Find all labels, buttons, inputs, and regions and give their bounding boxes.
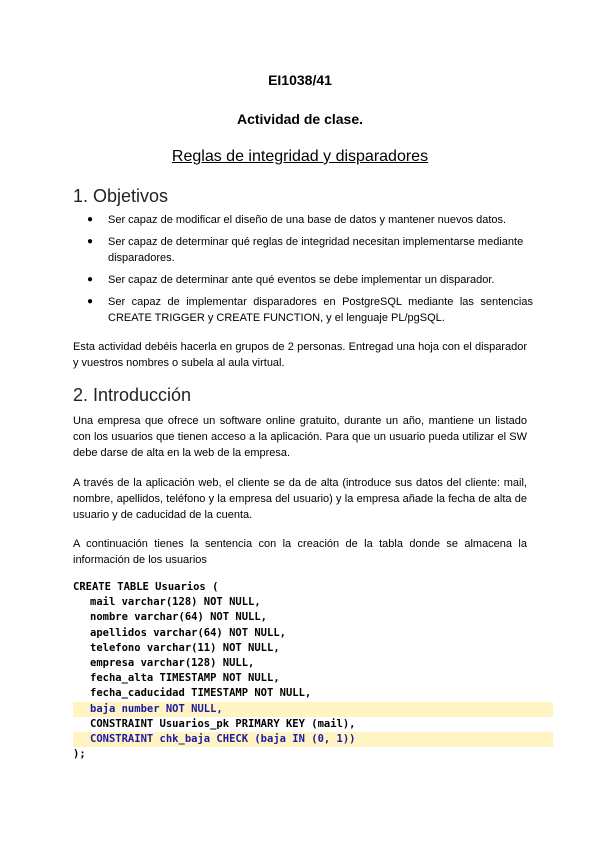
highlighted-code: baja number NOT NULL, (73, 703, 223, 715)
bullet-icon: ● (87, 236, 94, 247)
list-item (73, 294, 533, 326)
code-line: nombre varchar(64) NOT NULL, (90, 611, 268, 624)
list-item (73, 272, 533, 288)
list-item-text: Ser capaz de determinar ante qué eventos se debe implementar un disparador. (108, 274, 495, 286)
intro-paragraph-3: A continuación tienes la sentencia con la creación de la tabla donde se almacena la información de los usuarios (73, 538, 527, 566)
code-line-highlighted (73, 702, 553, 717)
document-title: Reglas de integridad y disparadores (171, 148, 429, 165)
bullet-icon: ● (87, 214, 94, 225)
group-note: Esta actividad debéis hacerla en grupos de 2 personas. Entregad una hoja con el disparador y vuestros nombres o subela al aula virtual. (73, 341, 527, 369)
intro-paragraph-1: Una empresa que ofrece un software online gratuito, durante un año, mantiene un listado con los usuarios que tienen acceso a la aplicación. Para que un usuario pueda utilizar el SW debe darse de alta en la web de la empresa. (73, 415, 527, 459)
code-line: fecha_alta TIMESTAMP NOT NULL, (90, 672, 280, 685)
code-line-highlighted (73, 732, 553, 747)
list-item (73, 234, 533, 266)
code-line: apellidos varchar(64) NOT NULL, (90, 626, 286, 639)
course-code: EI1038/41 (268, 72, 332, 88)
list-item (73, 212, 533, 228)
objectives-list (73, 212, 533, 332)
code-line: CONSTRAINT Usuarios_pk PRIMARY KEY (mail), (90, 717, 356, 730)
code-line: telefono varchar(11) NOT NULL, (90, 641, 280, 654)
bullet-icon: ● (87, 296, 94, 307)
sql-code-block (73, 580, 553, 762)
code-line: CREATE TABLE Usuarios ( (73, 581, 219, 593)
list-item-text: Ser capaz de modificar el diseño de una base de datos y mantener nuevos datos. (108, 214, 507, 226)
code-line: ); (73, 748, 86, 761)
section-heading-introduccion: 2. Introducción (73, 385, 192, 405)
list-item-text: Ser capaz de implementar disparadores en PostgreSQL mediante las sentencias CREATE TRIGGER y CREATE FUNCTION, y el lenguaje PL/pgSQL. (108, 296, 533, 324)
activity-title: Actividad de clase. (236, 111, 364, 127)
code-line: fecha_caducidad TIMESTAMP NOT NULL, (90, 687, 312, 700)
bullet-icon: ● (87, 274, 94, 285)
section-heading-objetivos: 1. Objetivos (73, 186, 169, 206)
code-line: empresa varchar(128) NULL, (90, 656, 255, 669)
highlighted-code: CONSTRAINT chk_baja CHECK (baja IN (0, 1)) (73, 733, 356, 745)
list-item-text: Ser capaz de determinar qué reglas de integridad necesitan implementarse mediante disparadores. (108, 236, 524, 264)
code-line: mail varchar(128) NOT NULL, (90, 596, 261, 609)
intro-paragraph-2: A través de la aplicación web, el cliente se da de alta (introduce sus datos del cliente: mail, nombre, apellidos, teléfono y la empresa del usuario) y la empresa añade la fecha de alta de usuario y de caducidad de la cuenta. (73, 477, 527, 521)
